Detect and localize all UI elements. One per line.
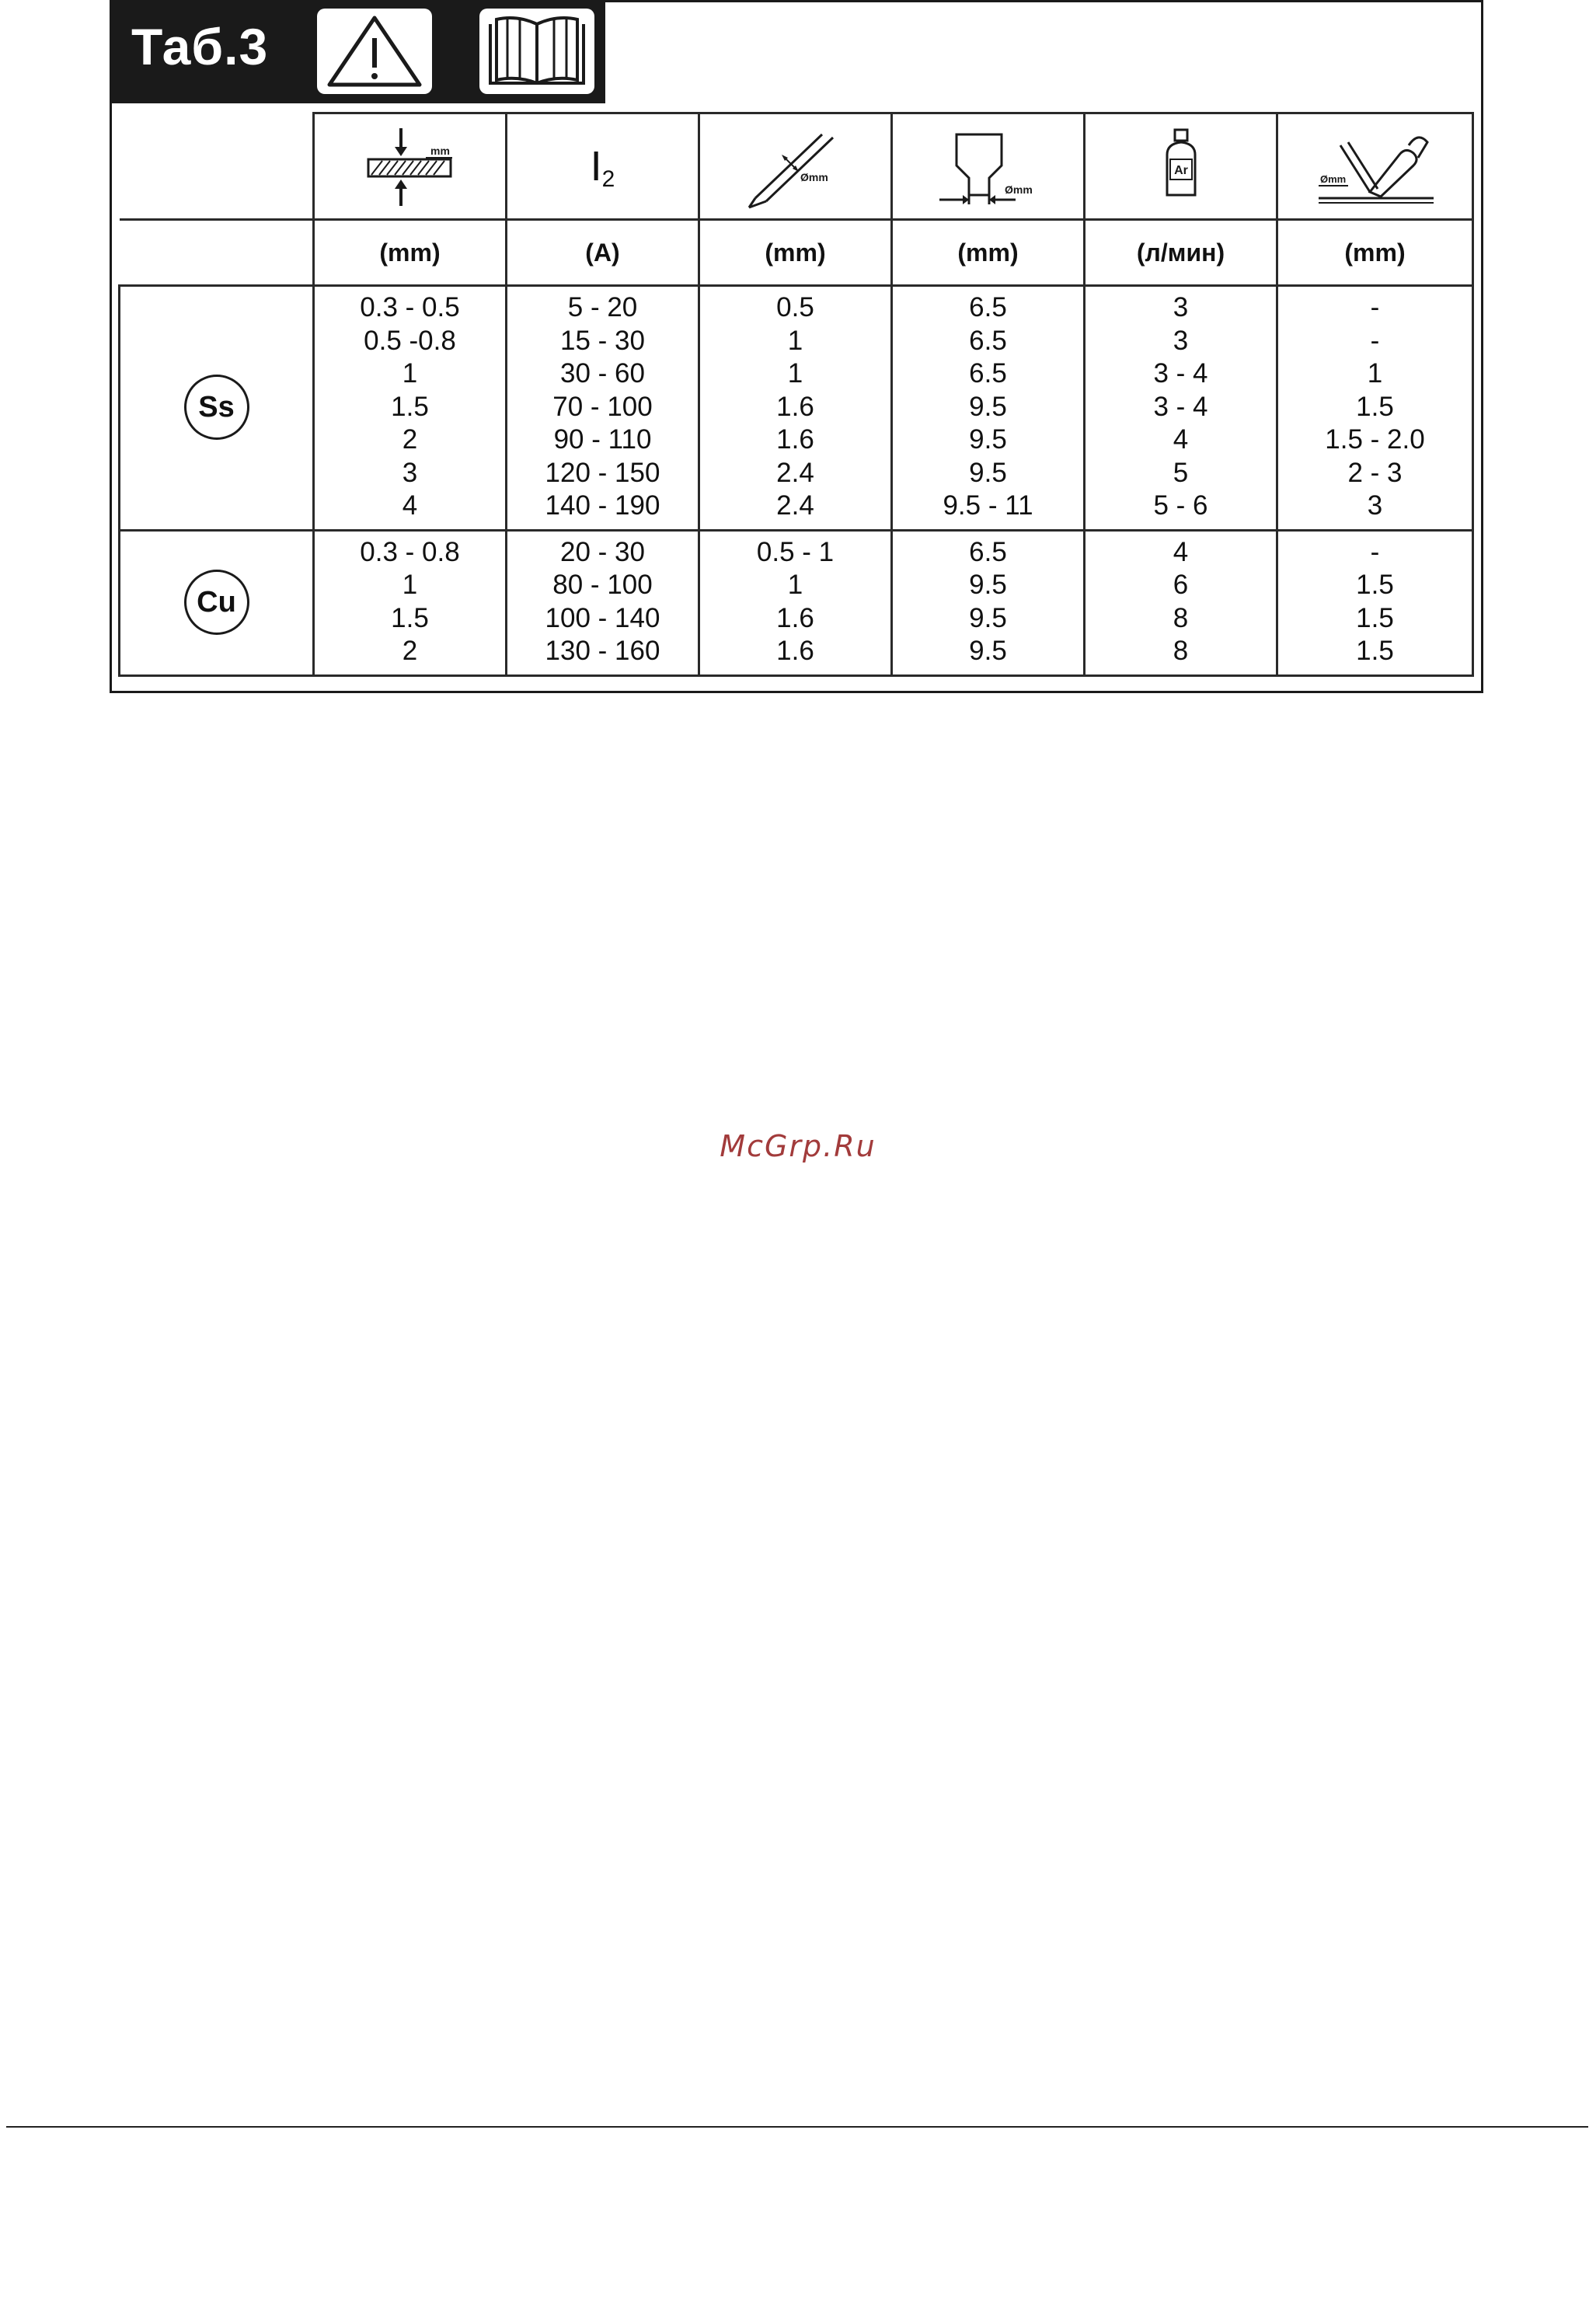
- cell-value: 9.5: [969, 424, 1007, 455]
- unit-cell: (л/мин): [1085, 220, 1277, 286]
- value-cell: [314, 286, 507, 531]
- table-row-group: [120, 530, 1473, 675]
- cell-value: 2.4: [776, 457, 814, 488]
- cell-value: 6.5: [969, 536, 1007, 567]
- cell-value: 9.5 - 11: [943, 490, 1033, 521]
- cell-value: 0.5 - 1: [756, 536, 835, 567]
- material-badge: Cu: [184, 570, 249, 635]
- cell-value: 2.4: [776, 490, 814, 521]
- header-electrode: [699, 113, 892, 220]
- cell-value: 1.6: [776, 391, 814, 422]
- argon-gas-icon: [1150, 124, 1212, 209]
- cell-value: 2 - 3: [1347, 457, 1403, 488]
- welding-current-icon: [591, 143, 615, 190]
- cell-value: 1.6: [776, 602, 814, 633]
- header-current: [507, 113, 699, 220]
- header-nozzle: [892, 113, 1085, 220]
- cell-value: 3: [1173, 325, 1189, 356]
- material-badge: Ss: [184, 375, 249, 440]
- header-thickness: [314, 113, 507, 220]
- cell-value: 120 - 150: [545, 457, 660, 488]
- value-cell: [1277, 286, 1473, 531]
- header-filler: [1277, 113, 1473, 220]
- table-title: Таб.3: [131, 18, 269, 75]
- cell-value: 4: [1173, 536, 1189, 567]
- cell-value: 1.5: [1356, 636, 1394, 666]
- units-row: [120, 220, 1473, 286]
- nozzle-diameter-icon: [930, 124, 1047, 209]
- cell-value: 100 - 140: [545, 602, 660, 633]
- header-gas: [1085, 113, 1277, 220]
- value-cell: [1085, 530, 1277, 675]
- material-cell: [120, 530, 314, 675]
- cell-value: 1: [787, 358, 803, 389]
- value-cell: [699, 530, 892, 675]
- value-cell: [314, 530, 507, 675]
- cell-value: 8: [1173, 602, 1189, 633]
- cell-value: 9.5: [969, 602, 1007, 633]
- cell-value: 3 - 4: [1153, 391, 1208, 422]
- cell-value: 6.5: [969, 325, 1007, 356]
- current-letter: I: [590, 143, 602, 190]
- value-cell: [1277, 530, 1473, 675]
- value-cell: [699, 286, 892, 531]
- cell-value: 3: [1367, 490, 1383, 521]
- unit-cell: (A): [507, 220, 699, 286]
- value-cell: [892, 286, 1085, 531]
- cell-value: 1.5: [1356, 570, 1394, 600]
- svg-text:Ømm: Ømm: [1319, 173, 1346, 185]
- cell-value: 70 - 100: [552, 391, 653, 422]
- cell-value: 1.6: [776, 424, 814, 455]
- cell-value: 1: [402, 358, 418, 389]
- cell-value: 9.5: [969, 391, 1007, 422]
- cell-value: 1.5 - 2.0: [1325, 424, 1425, 455]
- svg-text:Ømm: Ømm: [1004, 183, 1033, 196]
- cell-value: 3: [1173, 292, 1189, 322]
- cell-value: 20 - 30: [560, 536, 645, 567]
- unit-cell: (mm): [892, 220, 1085, 286]
- cell-value: 1: [787, 325, 803, 356]
- svg-text:Ar: Ar: [1173, 164, 1188, 177]
- cell-value: 130 - 160: [545, 636, 660, 666]
- watermark: McGrp.Ru: [720, 1129, 876, 1163]
- warning-triangle-icon: [317, 9, 432, 94]
- cell-value: 80 - 100: [552, 570, 653, 600]
- cell-value: 1: [787, 570, 803, 600]
- workpiece-thickness-icon: [356, 124, 465, 209]
- cell-value: 1.6: [776, 636, 814, 666]
- cell-value: 1.5: [391, 391, 429, 422]
- cell-value: 1.5: [391, 602, 429, 633]
- unit-cell: (mm): [1277, 220, 1473, 286]
- cell-value: 4: [402, 490, 418, 521]
- cell-value: -: [1370, 325, 1380, 356]
- cell-value: 9.5: [969, 570, 1007, 600]
- footer-divider: [6, 2126, 1588, 2128]
- svg-text:Ømm: Ømm: [800, 171, 828, 183]
- cell-value: 1: [402, 570, 418, 600]
- open-book-icon: [479, 9, 594, 94]
- cell-value: 9.5: [969, 457, 1007, 488]
- table-row-group: [120, 286, 1473, 531]
- current-subscript: 2: [601, 166, 615, 192]
- electrode-diameter-icon: [741, 124, 850, 209]
- value-cell: [507, 286, 699, 531]
- cell-value: 2: [402, 636, 418, 666]
- table-title-bar: [110, 0, 605, 103]
- corner-blank: [120, 113, 314, 220]
- cell-value: 1.5: [1356, 391, 1394, 422]
- cell-value: 2: [402, 424, 418, 455]
- cell-value: 0.5 -0.8: [364, 325, 456, 356]
- value-cell: [892, 530, 1085, 675]
- cell-value: 15 - 30: [560, 325, 645, 356]
- cell-value: 30 - 60: [560, 358, 645, 389]
- welding-parameters-table: [118, 112, 1472, 675]
- cell-value: 4: [1173, 424, 1189, 455]
- cell-value: 0.3 - 0.5: [360, 292, 460, 322]
- value-cell: [507, 530, 699, 675]
- cell-value: 6: [1173, 570, 1189, 600]
- svg-text:mm: mm: [430, 145, 450, 157]
- cell-value: 1.5: [1356, 602, 1394, 633]
- cell-value: 3: [402, 457, 418, 488]
- cell-value: 9.5: [969, 636, 1007, 666]
- cell-value: 1: [1367, 358, 1383, 389]
- cell-value: 3 - 4: [1153, 358, 1208, 389]
- cell-value: -: [1370, 292, 1380, 322]
- cell-value: 140 - 190: [545, 490, 660, 521]
- cell-value: 0.5: [776, 292, 814, 322]
- cell-value: 5 - 20: [567, 292, 638, 322]
- cell-value: 5 - 6: [1153, 490, 1208, 521]
- filler-rod-icon: [1309, 124, 1441, 209]
- unit-cell: (mm): [314, 220, 507, 286]
- corner-blank-units: [120, 220, 314, 286]
- material-cell: [120, 286, 314, 531]
- value-cell: [1085, 286, 1277, 531]
- cell-value: 90 - 110: [553, 424, 652, 455]
- cell-value: 6.5: [969, 292, 1007, 322]
- cell-value: 8: [1173, 636, 1189, 666]
- cell-value: 6.5: [969, 358, 1007, 389]
- unit-cell: (mm): [699, 220, 892, 286]
- cell-value: 0.3 - 0.8: [360, 536, 460, 567]
- cell-value: -: [1370, 536, 1380, 567]
- cell-value: 5: [1173, 457, 1189, 488]
